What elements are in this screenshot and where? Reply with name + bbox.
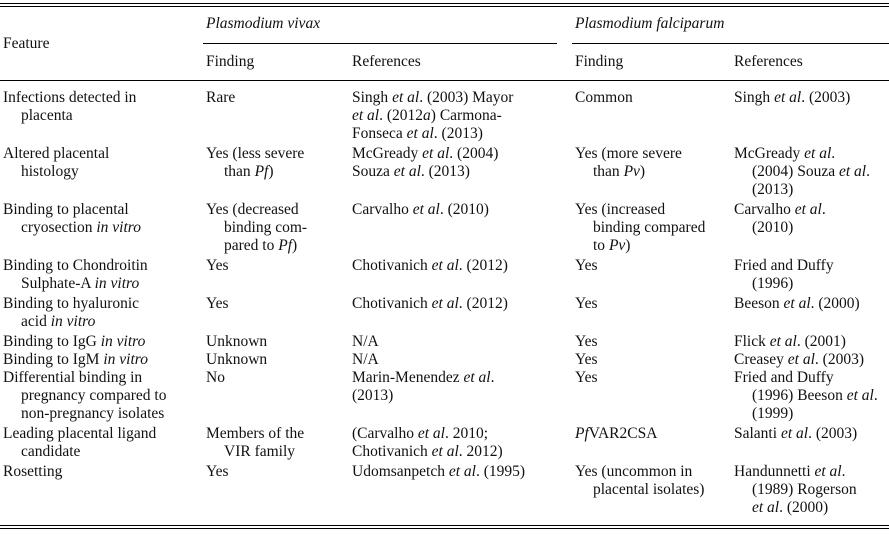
cell-line: Handunnetti et al. — [734, 463, 846, 480]
pv-finding-cell — [206, 295, 229, 313]
cell-line: Fonseca et al. (2013) — [352, 125, 483, 142]
pf-references-cell — [734, 333, 846, 351]
cell-line: Salanti et al. (2003) — [734, 425, 858, 442]
pf-finding-cell — [575, 145, 682, 181]
feature-cell — [3, 369, 166, 423]
cell-line: (1996) Beeson et al. — [752, 387, 878, 404]
cell-line: (Carvalho et al. 2010; — [352, 425, 489, 442]
pv-finding-cell — [206, 89, 235, 107]
italic-text: et al — [780, 425, 809, 442]
cell-line: Binding to placental — [3, 201, 129, 218]
cell-line: Yes — [575, 295, 598, 312]
pf-references-cell — [734, 145, 870, 199]
cell-line: Yes (less severe — [206, 145, 305, 162]
pv-references-cell — [352, 201, 489, 219]
cell-line: pregnancy compared to — [21, 387, 167, 404]
cell-line: Yes (decreased — [206, 201, 299, 218]
header-pv-references: References — [352, 53, 421, 70]
italic-text: in vitro — [94, 275, 140, 292]
cell-line: Carvalho et al. (2010) — [352, 201, 489, 218]
pf-references-cell — [734, 463, 857, 517]
cell-line: cryosection in vitro — [21, 219, 141, 236]
top-rule-2 — [0, 6, 889, 7]
cell-line: Chotivanich et al. 2012) — [352, 443, 503, 460]
cell-line: Binding to Chondroitin — [3, 257, 148, 274]
cell-line: Common — [575, 89, 633, 106]
cell-line: Binding to IgG in vitro — [3, 333, 146, 350]
italic-text: et al — [783, 295, 811, 312]
pf-finding-cell — [575, 295, 598, 313]
cell-line: placenta — [21, 107, 73, 124]
italic-text: et al — [774, 89, 802, 106]
cell-line: (2004) Souza et al. — [752, 163, 870, 180]
pv-finding-cell — [206, 257, 229, 275]
cell-line: Unknown — [206, 333, 268, 350]
top-rule-1 — [0, 3, 889, 4]
cell-line: Binding to IgM in vitro — [3, 351, 148, 368]
italic-text: in vitro — [103, 351, 148, 368]
cell-line: Flick et al. (2001) — [734, 333, 846, 350]
italic-text: Pf — [575, 425, 589, 442]
cell-line: Yes — [575, 257, 598, 274]
italic-text: et al — [406, 125, 434, 142]
cell-line: Yes — [206, 463, 229, 480]
pv-references-cell — [352, 351, 379, 369]
italic-text: a — [423, 107, 431, 124]
cell-line: McGready et al. (2004) — [352, 145, 499, 162]
italic-text: et al — [794, 201, 822, 218]
feature-cell — [3, 145, 109, 181]
italic-text: Pf — [278, 237, 293, 254]
pf-finding-cell — [575, 369, 598, 387]
italic-text: in vitro — [50, 313, 96, 330]
pf-finding-cell — [575, 463, 704, 499]
header-falciparum: Plasmodium falciparum — [575, 15, 725, 32]
cell-line: McGready et al. — [734, 145, 836, 162]
cell-line: Yes — [575, 351, 598, 368]
pv-finding-cell — [206, 145, 304, 181]
cell-line: placental isolates) — [593, 481, 705, 498]
cell-line: Members of the — [206, 425, 305, 442]
italic-text: et al — [804, 145, 832, 162]
cell-line: Singh et al. (2003) Mayor — [352, 89, 514, 106]
cell-line: Yes (uncommon in — [575, 463, 693, 480]
italic-text: et al — [463, 369, 491, 386]
cell-line: N/A — [352, 333, 379, 350]
cell-line: Singh et al. (2003) — [734, 89, 851, 106]
italic-text: in vitro — [100, 333, 146, 350]
cell-line: binding compared — [593, 219, 706, 236]
cell-line: Altered placental — [3, 145, 110, 162]
cell-line: binding com- — [224, 219, 308, 236]
pf-finding-cell — [575, 351, 598, 369]
cell-line: (1989) Rogerson — [752, 481, 857, 498]
pf-finding-cell — [575, 201, 705, 255]
italic-text: et al — [417, 425, 445, 442]
italic-text: et al — [412, 201, 440, 218]
pf-finding-cell — [575, 257, 598, 275]
cell-line: (2013) — [352, 387, 394, 404]
cell-line: et al. (2000) — [752, 499, 829, 516]
cell-line: VIR family — [224, 443, 296, 460]
italic-text: et al — [393, 163, 421, 180]
pf-references-cell — [734, 89, 850, 107]
feature-cell — [3, 201, 141, 237]
header-bottom-rule — [0, 80, 889, 81]
pv-references-cell — [352, 369, 494, 405]
italic-text: et al — [431, 257, 459, 274]
cell-line: Souza et al. (2013) — [352, 163, 470, 180]
cell-line: Yes — [206, 295, 229, 312]
cell-line: Yes — [206, 257, 229, 274]
cell-line: et al. (2012a) Carmona- — [352, 107, 502, 124]
pv-references-cell — [352, 145, 498, 181]
cell-line: Chotivanich et al. (2012) — [352, 295, 508, 312]
pv-finding-cell — [206, 333, 267, 351]
cell-line: than Pv) — [593, 163, 646, 180]
feature-cell — [3, 351, 148, 369]
pv-references-cell — [352, 89, 513, 143]
cell-line: Yes (increased — [575, 201, 666, 218]
italic-text: et al — [352, 107, 380, 124]
header-feature: Feature — [3, 35, 50, 52]
cell-line: Binding to hyaluronic — [3, 295, 140, 312]
italic-text: et al — [392, 89, 420, 106]
pf-references-cell — [734, 369, 878, 423]
bottom-rule-1 — [0, 525, 889, 526]
feature-cell — [3, 425, 156, 461]
cell-line: (2010) — [752, 219, 794, 236]
pv-finding-cell — [206, 463, 229, 481]
pv-references-cell — [352, 425, 503, 461]
italic-text: et al — [846, 387, 874, 404]
header-pv-finding: Finding — [206, 53, 255, 70]
pf-references-cell — [734, 257, 834, 293]
cell-line: N/A — [352, 351, 379, 368]
pv-references-cell — [352, 333, 379, 351]
cell-line: (1999) — [752, 405, 794, 422]
feature-cell — [3, 333, 145, 351]
italic-text: et al — [448, 463, 476, 480]
cell-line: to Pv) — [593, 237, 631, 254]
cell-line: acid in vitro — [21, 313, 96, 330]
cell-line: Leading placental ligand — [3, 425, 157, 442]
italic-text: Pf — [254, 163, 269, 180]
header-vivax: Plasmodium vivax — [206, 15, 321, 32]
pv-references-cell — [352, 257, 508, 275]
italic-text: et al — [431, 443, 459, 460]
cell-line: Unknown — [206, 351, 268, 368]
feature-cell — [3, 89, 136, 125]
italic-text: et al — [814, 463, 842, 480]
cell-line: Differential binding in — [3, 369, 143, 386]
cell-line: Fried and Duffy — [734, 257, 834, 274]
cell-line: Creasey et al. (2003) — [734, 351, 864, 368]
italic-text: in vitro — [96, 219, 141, 236]
pf-references-cell — [734, 201, 826, 237]
pf-references-cell — [734, 425, 857, 443]
cell-line: Udomsanpetch et al. (1995) — [352, 463, 526, 480]
italic-text: et al — [769, 333, 797, 350]
cell-line: Fried and Duffy — [734, 369, 834, 386]
italic-text: et al — [787, 351, 815, 368]
italic-text: et al — [752, 499, 780, 516]
feature-cell — [3, 463, 62, 481]
cell-line: (1996) — [752, 275, 794, 292]
cell-line: Sulphate-A in vitro — [21, 275, 140, 292]
pv-finding-cell — [206, 201, 307, 255]
feature-cell — [3, 295, 139, 331]
cell-line: Marin-Menendez et al. — [352, 369, 495, 386]
cell-line: No — [206, 369, 225, 386]
pf-references-cell — [734, 351, 864, 369]
cell-line: Yes — [575, 333, 598, 350]
pv-finding-cell — [206, 351, 267, 369]
header-pf-finding: Finding — [575, 53, 624, 70]
pf-finding-cell — [575, 425, 657, 443]
cell-line: histology — [21, 163, 79, 180]
bottom-rule-2 — [0, 528, 889, 529]
pv-finding-cell — [206, 369, 225, 387]
cell-line: Yes — [575, 369, 598, 386]
cell-line: Chotivanich et al. (2012) — [352, 257, 508, 274]
cell-line: Carvalho et al. — [734, 201, 826, 218]
pv-finding-cell — [206, 425, 304, 461]
cell-line: non-pregnancy isolates — [21, 405, 165, 422]
pf-references-cell — [734, 295, 860, 313]
pf-finding-cell — [575, 89, 633, 107]
italic-text: Pv — [623, 163, 640, 180]
feature-cell — [3, 257, 148, 293]
pf-finding-cell — [575, 333, 598, 351]
cell-line: candidate — [21, 443, 81, 460]
header-pf-references: References — [734, 53, 803, 70]
vivax-header-rule — [203, 43, 557, 44]
cell-line: Yes (more severe — [575, 145, 682, 162]
italic-text: et al — [422, 145, 450, 162]
cell-line: Infections detected in — [3, 89, 137, 106]
cell-line: Beeson et al. (2000) — [734, 295, 860, 312]
cell-line: PfVAR2CSA — [575, 425, 658, 442]
cell-line: (2013) — [752, 181, 794, 198]
falciparum-header-rule — [572, 43, 889, 44]
italic-text: Pv — [608, 237, 626, 254]
italic-text: et al — [838, 163, 867, 180]
italic-text: et al — [431, 295, 459, 312]
pv-references-cell — [352, 295, 508, 313]
cell-line: Rosetting — [3, 463, 63, 480]
cell-line: than Pf) — [224, 163, 274, 180]
cell-line: pared to Pf) — [224, 237, 298, 254]
pv-references-cell — [352, 463, 525, 481]
cell-line: Rare — [206, 89, 236, 106]
